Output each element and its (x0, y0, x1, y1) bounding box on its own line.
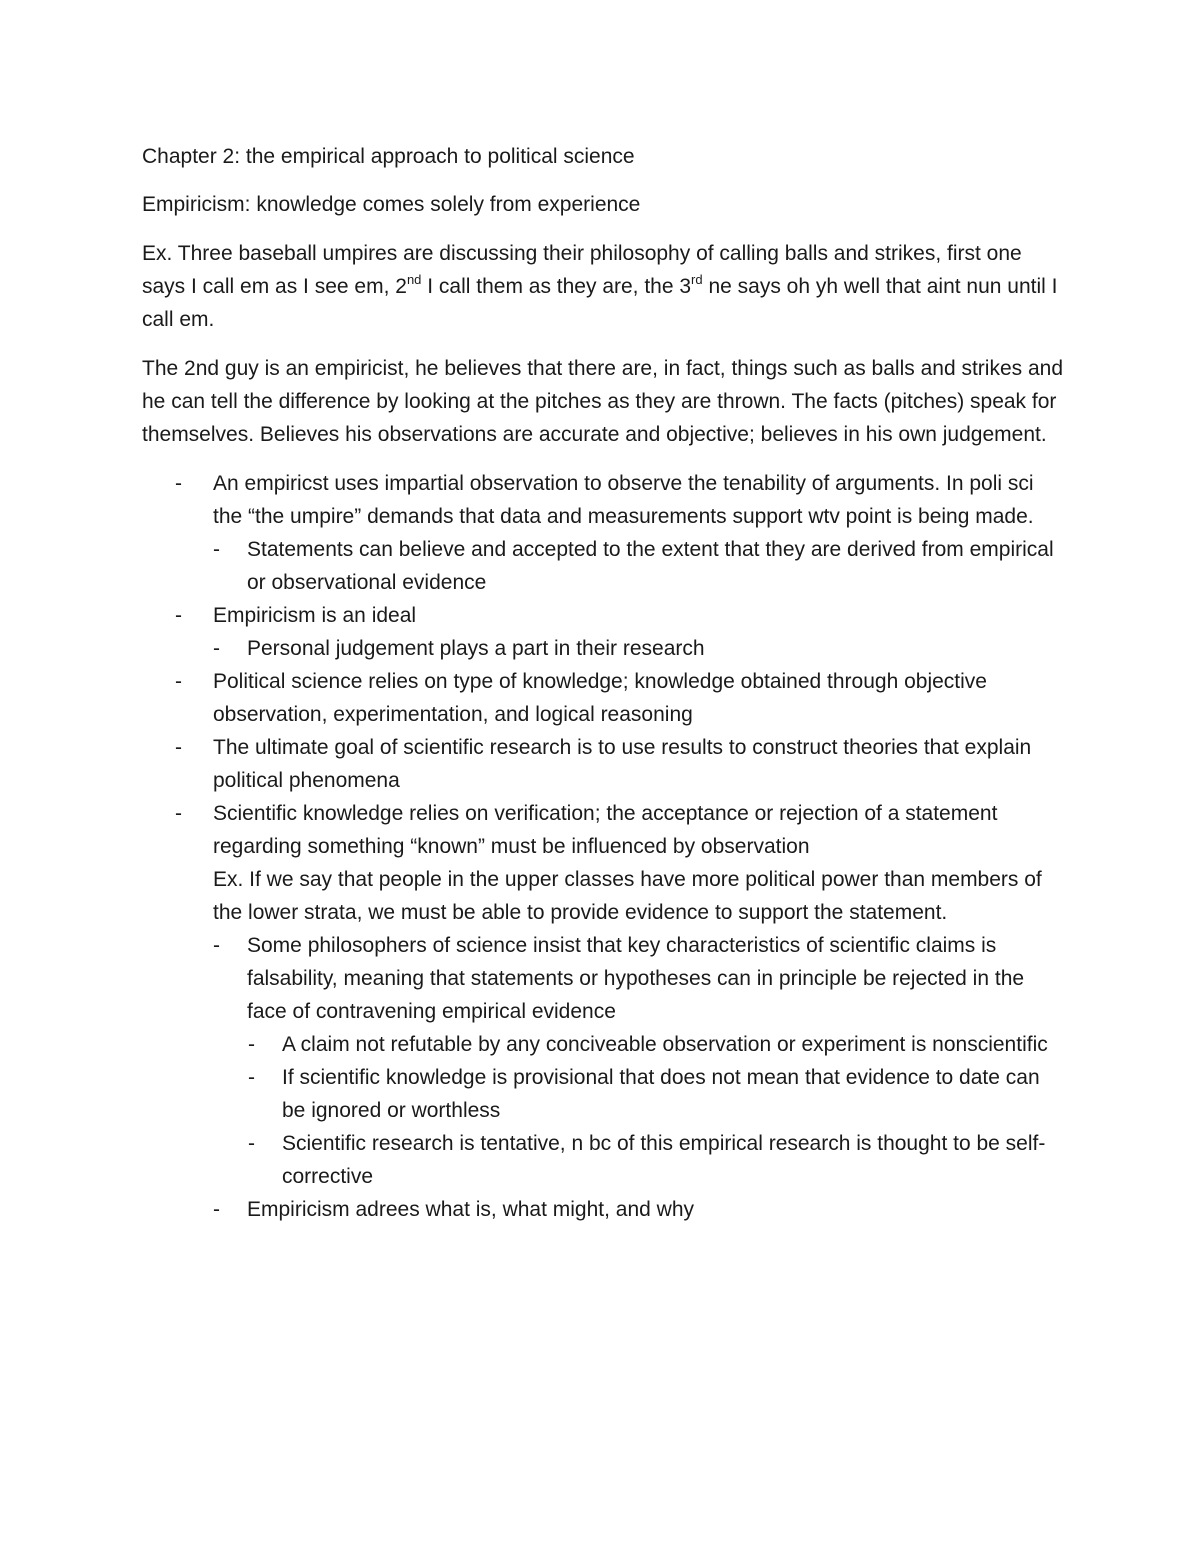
list-item (142, 1061, 1067, 1127)
dash-marker: - (213, 637, 220, 660)
document-body (142, 140, 1067, 1226)
list-item-text: Some philosophers of science insist that key characteristics of scientific claims is falsability, meaning that statements or hypotheses can in principle be rejected in the face of contravening empirical evidence (247, 934, 1025, 1023)
list-item (142, 467, 1067, 533)
list-item (142, 1127, 1067, 1193)
list-item-text: The ultimate goal of scientific research is to use results to construct theories that explain political phenomena (213, 736, 1032, 792)
dash-marker: - (248, 1066, 255, 1089)
dash-marker: - (248, 1132, 255, 1155)
dash-marker: - (175, 736, 182, 759)
list-item (142, 665, 1067, 731)
list-item-text: An empiricst uses impartial observation to observe the tenability of arguments. In poli sci the “the umpire” demands that data and measurements support wtv point is being made. (213, 472, 1034, 528)
list-item (142, 731, 1067, 797)
bullet-list (142, 467, 1067, 1226)
example-text-1: Ex. Three baseball umpires are discussing their philosophy of calling balls and strikes, first one says I call em as I see em, 2 (142, 242, 1022, 298)
dash-marker: - (175, 670, 182, 693)
list-item (142, 533, 1067, 599)
umpire-example (142, 237, 1067, 336)
list-item (142, 1028, 1067, 1061)
list-item (142, 929, 1067, 1028)
dash-marker: - (175, 604, 182, 627)
list-item (142, 797, 1067, 929)
list-item (142, 599, 1067, 632)
list-item-text: If scientific knowledge is provisional that does not mean that evidence to date can be ignored or worthless (282, 1066, 1040, 1122)
dash-marker: - (248, 1033, 255, 1056)
dash-marker: - (213, 1198, 220, 1221)
list-item-text: Personal judgement plays a part in their research (247, 637, 705, 660)
dash-marker: - (175, 802, 182, 825)
list-item-text: Empiricism is an ideal (213, 604, 417, 627)
empiricism-definition: Empiricism: knowledge comes solely from experience (142, 193, 641, 216)
list-item-text: Scientific knowledge relies on verification; the acceptance or rejection of a statement regarding something “known” must be influenced by observation (213, 802, 998, 858)
list-item-example: Ex. If we say that people in the upper classes have more political power than members of the lower strata, we must be able to provide evidence to support the statement. (213, 868, 1042, 924)
example-text-3: ne says oh yh well that aint nun until I call em. (142, 275, 1058, 331)
dash-marker: - (213, 934, 220, 957)
empiricist-paragraph: The 2nd guy is an empiricist, he believes that there are, in fact, things such as balls and strikes and he can tell the difference by looking at the pitches as they are thrown. The facts (pitches) speak for themselves. Believes his observations are accurate and objective; believes in his own judgement. (142, 357, 1063, 446)
list-item-text: Political science relies on type of knowledge; knowledge obtained through objective observation, experimentation, and logical reasoning (213, 670, 987, 726)
dash-marker: - (175, 472, 182, 495)
superscript-rd: rd (691, 272, 703, 287)
list-item-text: Empiricism adrees what is, what might, and why (247, 1198, 694, 1221)
list-item-text: Statements can believe and accepted to the extent that they are derived from empirical or observational evidence (247, 538, 1054, 594)
list-item (142, 1193, 1067, 1226)
list-item-text: A claim not refutable by any conciveable observation or experiment is nonscientific (282, 1033, 1048, 1056)
list-item (142, 632, 1067, 665)
dash-marker: - (213, 538, 220, 561)
example-text-2: I call them as they are, the 3 (421, 275, 692, 298)
chapter-title: Chapter 2: the empirical approach to political science (142, 145, 635, 168)
list-item-text: Scientific research is tentative, n bc of this empirical research is thought to be self-corrective (282, 1132, 1046, 1188)
superscript-nd: nd (406, 272, 422, 287)
